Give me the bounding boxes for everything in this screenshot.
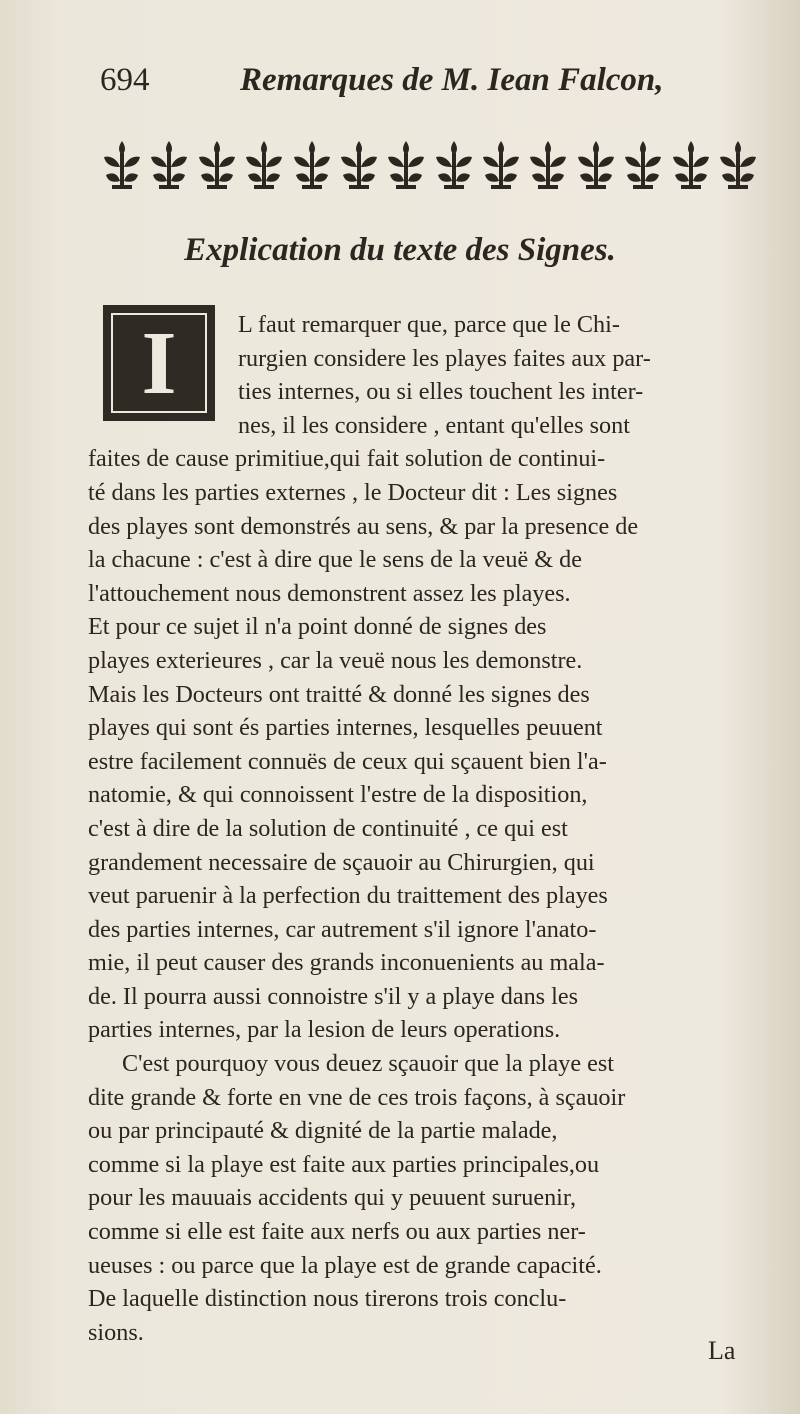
text-line: parties internes, par la lesion de leurs operations. (88, 1016, 561, 1044)
fleuron-icon (716, 139, 760, 191)
text-line: playes exterieures , car la veuë nous les demonstre. (88, 646, 583, 674)
text-line: de. Il pourra aussi connoistre s'il y a playe dans les (88, 982, 578, 1010)
text-line: Et pour ce sujet il n'a point donné de signes des (88, 613, 547, 641)
fleuron-icon (669, 139, 713, 191)
text-line: c'est à dire de la solution de continuité , ce qui est (88, 814, 568, 842)
fleuron-icon (621, 139, 665, 191)
fleuron-icon (574, 139, 618, 191)
fleuron-icon (526, 139, 570, 191)
fleuron-icon (290, 139, 334, 191)
text-line: des parties internes, car autrement s'il ignore l'anato- (88, 915, 597, 943)
drop-cap: I (103, 305, 215, 421)
text-line: sions. (88, 1318, 144, 1346)
fleuron-icon (479, 139, 523, 191)
text-line: dite grande & forte en vne de ces trois façons, à sçauoir (88, 1083, 626, 1111)
fleuron-icon (195, 139, 239, 191)
fleuron-icon (100, 139, 144, 191)
text-line: l'attouchement nous demonstrent assez les playes. (88, 579, 571, 607)
running-head: Remarques de M. Iean Falcon, (240, 62, 664, 98)
fleuron-icon (432, 139, 476, 191)
text-line: comme si elle est faite aux nerfs ou aux parties ner- (88, 1218, 586, 1246)
page-header (100, 62, 700, 102)
fleuron-icon (384, 139, 428, 191)
text-line: rurgien considere les playes faites aux par- (238, 344, 651, 372)
fleuron-icon (337, 139, 381, 191)
text-line: playes qui sont és parties internes, lesquelles peuuent (88, 714, 603, 742)
body-text (88, 308, 756, 1349)
text-line: natomie, & qui connoissent l'estre de la disposition, (88, 781, 588, 809)
text-line: De laquelle distinction nous tirerons trois conclu- (88, 1285, 567, 1313)
section-title: Explication du texte des Signes. (184, 232, 616, 268)
text-line: C'est pourquoy vous deuez sçauoir que la playe est (122, 1050, 615, 1078)
fleuron-icon (147, 139, 191, 191)
decorative-ornament-band (100, 135, 760, 195)
text-line: la chacune : c'est à dire que le sens de la veuë & de (88, 546, 582, 574)
catchword: La (708, 1336, 736, 1365)
text-line: comme si la playe est faite aux parties principales,ou (88, 1150, 600, 1178)
text-line: faites de cause primitiue,qui fait solution de continui- (88, 445, 606, 473)
fleuron-icon (242, 139, 286, 191)
text-line: pour les mauuais accidents qui y peuuent suruenir, (88, 1184, 577, 1212)
text-line: ties internes, ou si elles touchent les inter- (238, 378, 644, 406)
text-line: grandement necessaire de sçauoir au Chirurgien, qui (88, 848, 595, 876)
text-line: L faut remarquer que, parce que le Chi- (238, 311, 620, 338)
text-line: Mais les Docteurs ont traitté & donné les signes des (88, 680, 590, 708)
text-line: ou par principauté & dignité de la partie malade, (88, 1117, 558, 1145)
text-line: nes, il les considere , entant qu'elles sont (238, 411, 630, 439)
text-line: veut paruenir à la perfection du traittement des playes (88, 882, 608, 910)
text-line: estre facilement connuës de ceux qui sçauent bien l'a- (88, 747, 607, 775)
text-line: té dans les parties externes , le Docteur dit : Les signes (88, 478, 618, 506)
page-number: 694 (100, 62, 150, 98)
text-line: ueuses : ou parce que la playe est de grande capacité. (88, 1251, 602, 1279)
text-line: des playes sont demonstrés au sens, & par la presence de (88, 512, 639, 540)
text-line: mie, il peut causer des grands inconuenients au mala- (88, 949, 605, 977)
